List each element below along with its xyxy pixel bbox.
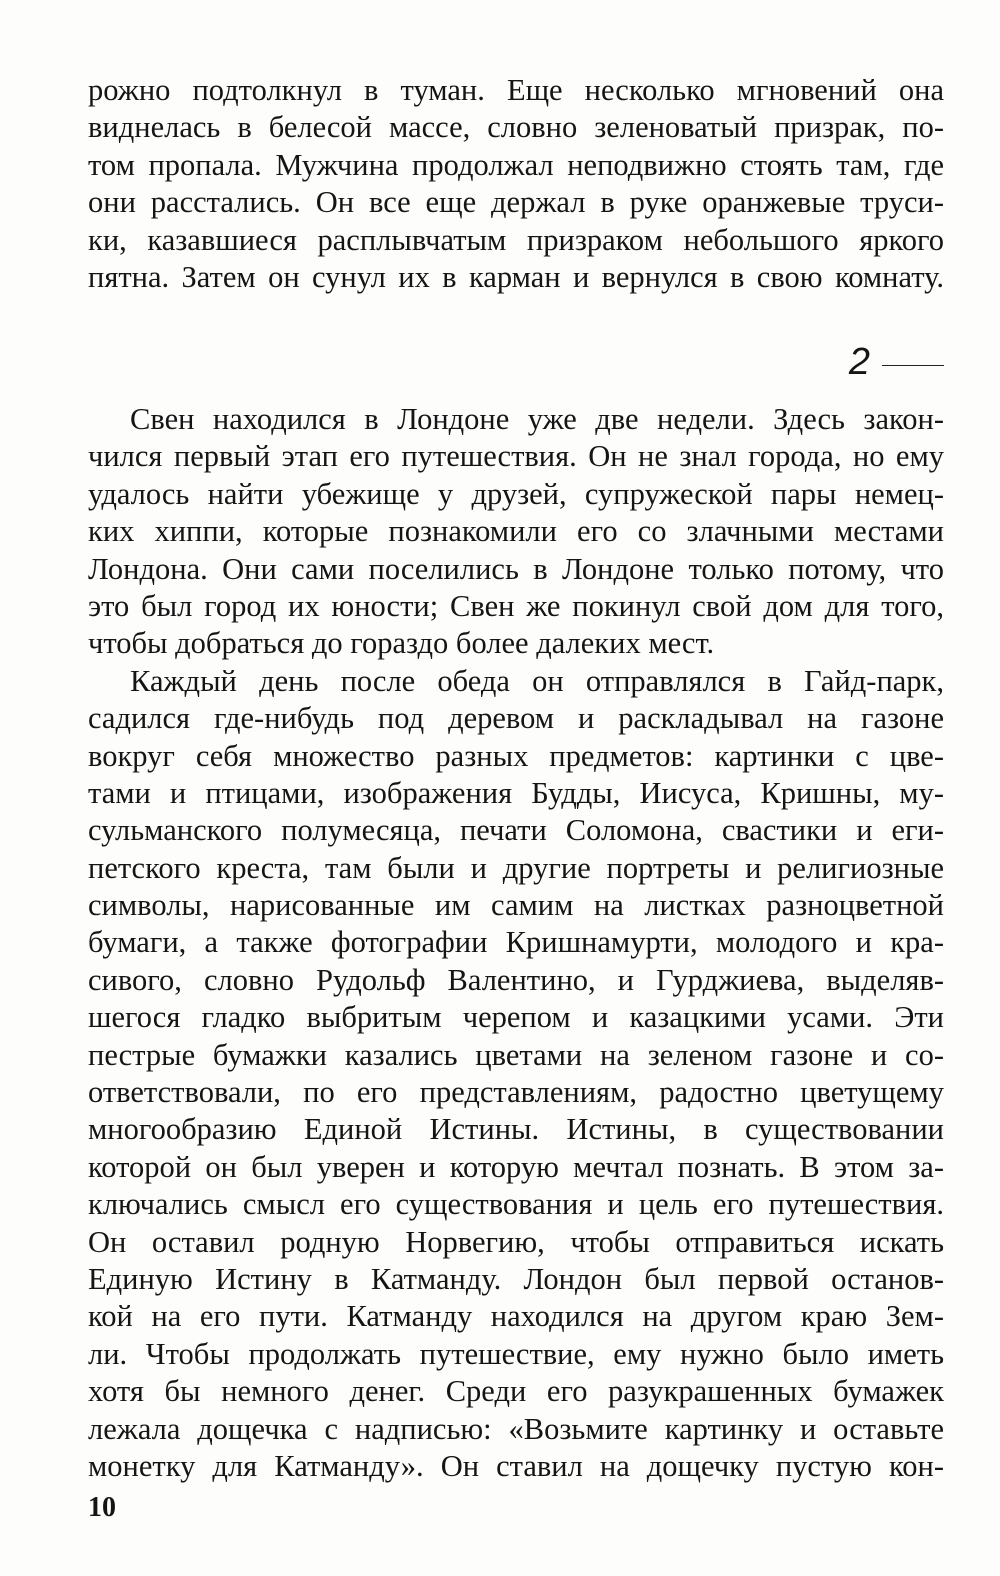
chapter-number: 2 (848, 341, 870, 383)
text-line: виднелась в белесой массе, словно зеленоватый призрак, по- (88, 110, 944, 145)
text-line: удалось найти убежище у друзей, супружеской пары немец- (88, 476, 944, 511)
intro-paragraph (88, 72, 944, 296)
text-line: Он оставил родную Норвегию, чтобы отправиться искать (88, 1224, 944, 1259)
page-number: 10 (88, 1492, 116, 1523)
text-line: садился где-нибудь под деревом и раскладывал на газоне (88, 701, 944, 736)
text-line: лежала дощечка с надписью: «Возьмите картинку и оставьте (88, 1411, 944, 1446)
text-line: Свен находился в Лондоне уже две недели. Здесь закон- (130, 402, 944, 436)
text-line: Лондона. Они сами поселились в Лондоне только потому, что (88, 551, 944, 586)
text-line: сивого, словно Рудольф Валентино, и Гурджиева, выделяв- (88, 962, 944, 997)
text-line: петского креста, там были и другие портреты и религиозные (88, 850, 944, 885)
paragraph-2 (88, 663, 944, 1486)
text-line: пестрые бумажки казались цветами на зеленом газоне и со- (88, 1037, 944, 1072)
chapter-heading (760, 337, 944, 387)
chapter-rule (882, 365, 944, 366)
text-line: чтобы добраться до гораздо более далеких мест. (88, 626, 715, 661)
paragraph-1 (88, 401, 944, 663)
text-line: ки, казавшиеся расплывчатым призраком небольшого яркого (88, 222, 944, 257)
text-line: которой он был уверен и которую мечтал познать. В этом за- (88, 1149, 944, 1184)
text-line: Единую Истину в Катманду. Лондон был первой останов- (88, 1261, 944, 1296)
text-line: это был город их юности; Свен же покинул свой дом для того, (88, 588, 944, 623)
text-line: бумаги, а также фотографии Кришнамурти, молодого и кра- (88, 925, 944, 960)
text-line: пятна. Затем он сунул их в карман и вернулся в свою комнату. (88, 259, 944, 294)
text-line: символы, нарисованные им самим на листках разноцветной (88, 888, 944, 923)
text-line: тами и птицами, изображения Будды, Иисуса, Кришны, му- (88, 775, 944, 810)
chapter-body (88, 401, 944, 1485)
text-line: ответствовали, по его представлениям, радостно цветущему (88, 1075, 944, 1110)
text-line: они расстались. Он все еще держал в руке оранжевые труси- (88, 185, 944, 220)
text-line: сульманского полумесяца, печати Соломона, свастики и еги- (88, 813, 944, 848)
text-line: рожно подтолкнул в туман. Еще несколько мгновений она (88, 73, 944, 107)
text-line: шегося гладко выбритым черепом и казацкими усами. Эти (88, 1000, 944, 1035)
text-line: многообразию Единой Истины. Истины, в существовании (88, 1112, 944, 1147)
text-line: ли. Чтобы продолжать путешествие, ему нужно было иметь (88, 1336, 944, 1371)
text-line: Каждый день после обеда он отправлялся в Гайд-парк, (130, 663, 944, 698)
text-line: кой на его пути. Катманду находился на другом краю Зем- (88, 1299, 944, 1334)
text-line: вокруг себя множество разных предметов: картинки с цве- (88, 738, 944, 773)
text-line: чился первый этап его путешествия. Он не знал города, но ему (88, 439, 944, 474)
text-line: ких хиппи, которые познакомили его со злачными местами (88, 514, 944, 549)
text-line: ключались смысл его существования и цель его путешествия. (88, 1187, 944, 1222)
text-line: монетку для Катманду». Он ставил на дощечку пустую кон- (88, 1448, 944, 1483)
text-line: том пропала. Мужчина продолжал неподвижно стоять там, где (88, 147, 944, 182)
text-line: хотя бы немного денег. Среди его разукрашенных бумажек (88, 1374, 944, 1409)
